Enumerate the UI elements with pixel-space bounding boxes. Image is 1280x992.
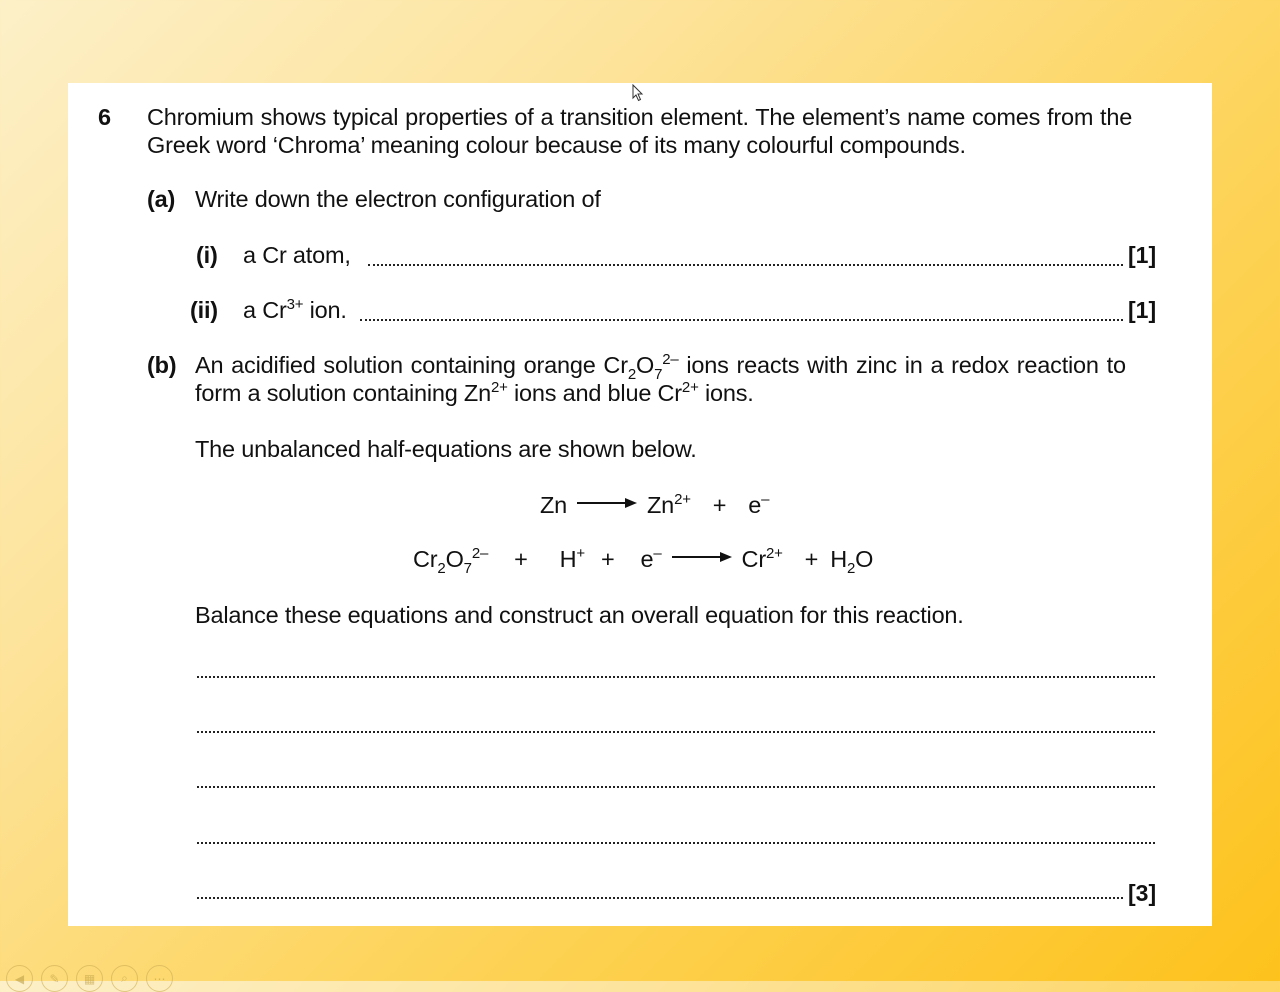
eq2-hydrogen-ion: H: [559, 546, 577, 572]
charge: 2+: [674, 491, 691, 508]
charge: 2+: [765, 545, 783, 562]
part-b-line2-post: ions.: [698, 380, 754, 406]
previous-slide-icon[interactable]: ◀: [6, 965, 33, 992]
part-a-i-text: [243, 241, 351, 269]
part-a-i-text-pre: a Cr atom,: [243, 242, 351, 268]
eq1-reactant: Zn: [540, 492, 568, 518]
question-number: 6: [98, 104, 111, 130]
charge: 2+: [681, 379, 699, 396]
marks-b: [3]: [1128, 880, 1157, 906]
answer-line-a-ii[interactable]: [360, 319, 1123, 321]
part-a-text: Write down the electron configuration of: [195, 186, 601, 212]
pen-icon[interactable]: ✎: [41, 965, 68, 992]
subscript: 2: [846, 560, 856, 577]
subscript: 7: [463, 560, 472, 577]
marks-a-i: [1]: [1128, 242, 1157, 268]
more-options-icon[interactable]: ⋯: [146, 965, 173, 992]
exam-slide: [68, 83, 1212, 926]
electron: e: [748, 492, 762, 518]
answer-line-b-5[interactable]: [197, 897, 1123, 899]
part-a-i-label: (i): [196, 242, 218, 268]
answer-line-a-i[interactable]: [368, 264, 1123, 266]
subscript: 2: [437, 560, 446, 577]
eq2-chromium-ion: Cr: [741, 546, 766, 572]
answer-line-b-3[interactable]: [197, 786, 1155, 788]
oxygen-symbol: O: [445, 546, 464, 572]
slideshow-controls: [6, 965, 173, 992]
zoom-icon[interactable]: ⌕: [111, 965, 138, 992]
subscript: 2: [627, 366, 636, 383]
part-b-line-2: [195, 379, 754, 407]
electron: e: [640, 546, 654, 572]
intro-line-2: Greek word ‘Chroma’ meaning colour because of its many colourful compounds.: [147, 132, 966, 158]
part-b-instruction: Balance these equations and construct an overall equation for this reaction.: [195, 602, 964, 628]
marks-a-ii: [1]: [1128, 297, 1157, 323]
answer-line-b-4[interactable]: [197, 842, 1155, 844]
subscript: 7: [654, 366, 663, 383]
half-equation-zinc: [540, 491, 769, 519]
charge: –: [653, 545, 662, 562]
part-b-line-1: [195, 351, 1126, 383]
charge: +: [576, 545, 585, 562]
charge: 2–: [662, 351, 679, 368]
part-b-label: (b): [147, 352, 177, 378]
part-a-ii-text-pre: a Cr: [243, 297, 287, 323]
charge: 2+: [490, 379, 508, 396]
oxygen-symbol: O: [635, 352, 655, 378]
eq2-chromium: Cr: [413, 546, 438, 572]
part-b-line2-pre: form a solution containing Zn: [195, 380, 491, 406]
reaction-arrow-icon: [672, 552, 732, 562]
plus-sign: +: [600, 546, 615, 572]
plus-sign: +: [804, 546, 819, 572]
part-a-ii-charge: 3+: [286, 296, 304, 313]
part-b-line1-post: ions reacts with zinc in a redox reaction to: [678, 352, 1126, 378]
answer-line-b-2[interactable]: [197, 731, 1155, 733]
intro-line-1: Chromium shows typical properties of a transition element. The element’s name comes from the: [147, 104, 1133, 130]
eq1-product: Zn: [647, 492, 675, 518]
part-a-label: (a): [147, 186, 176, 212]
part-a-ii-text: [243, 296, 347, 324]
part-a-ii-text-post: ion.: [303, 297, 347, 323]
charge: 2–: [471, 545, 489, 562]
plus-sign: +: [514, 546, 528, 572]
charge: –: [761, 491, 770, 508]
part-b-line2-mid: ions and blue Cr: [507, 380, 682, 406]
plus-sign: +: [712, 492, 727, 518]
half-equation-intro: The unbalanced half-equations are shown below.: [195, 436, 697, 462]
answer-line-b-1[interactable]: [197, 676, 1155, 678]
oxygen-symbol: O: [855, 546, 874, 572]
eq2-water: H: [830, 546, 847, 572]
reaction-arrow-icon: [577, 498, 637, 508]
part-a-ii-label: (ii): [190, 297, 218, 323]
part-b-line1-pre: An acidified solution containing orange Cr: [195, 352, 628, 378]
slides-grid-icon[interactable]: ▦: [76, 965, 103, 992]
half-equation-dichromate: [413, 545, 874, 577]
mouse-cursor-icon: [632, 84, 644, 102]
